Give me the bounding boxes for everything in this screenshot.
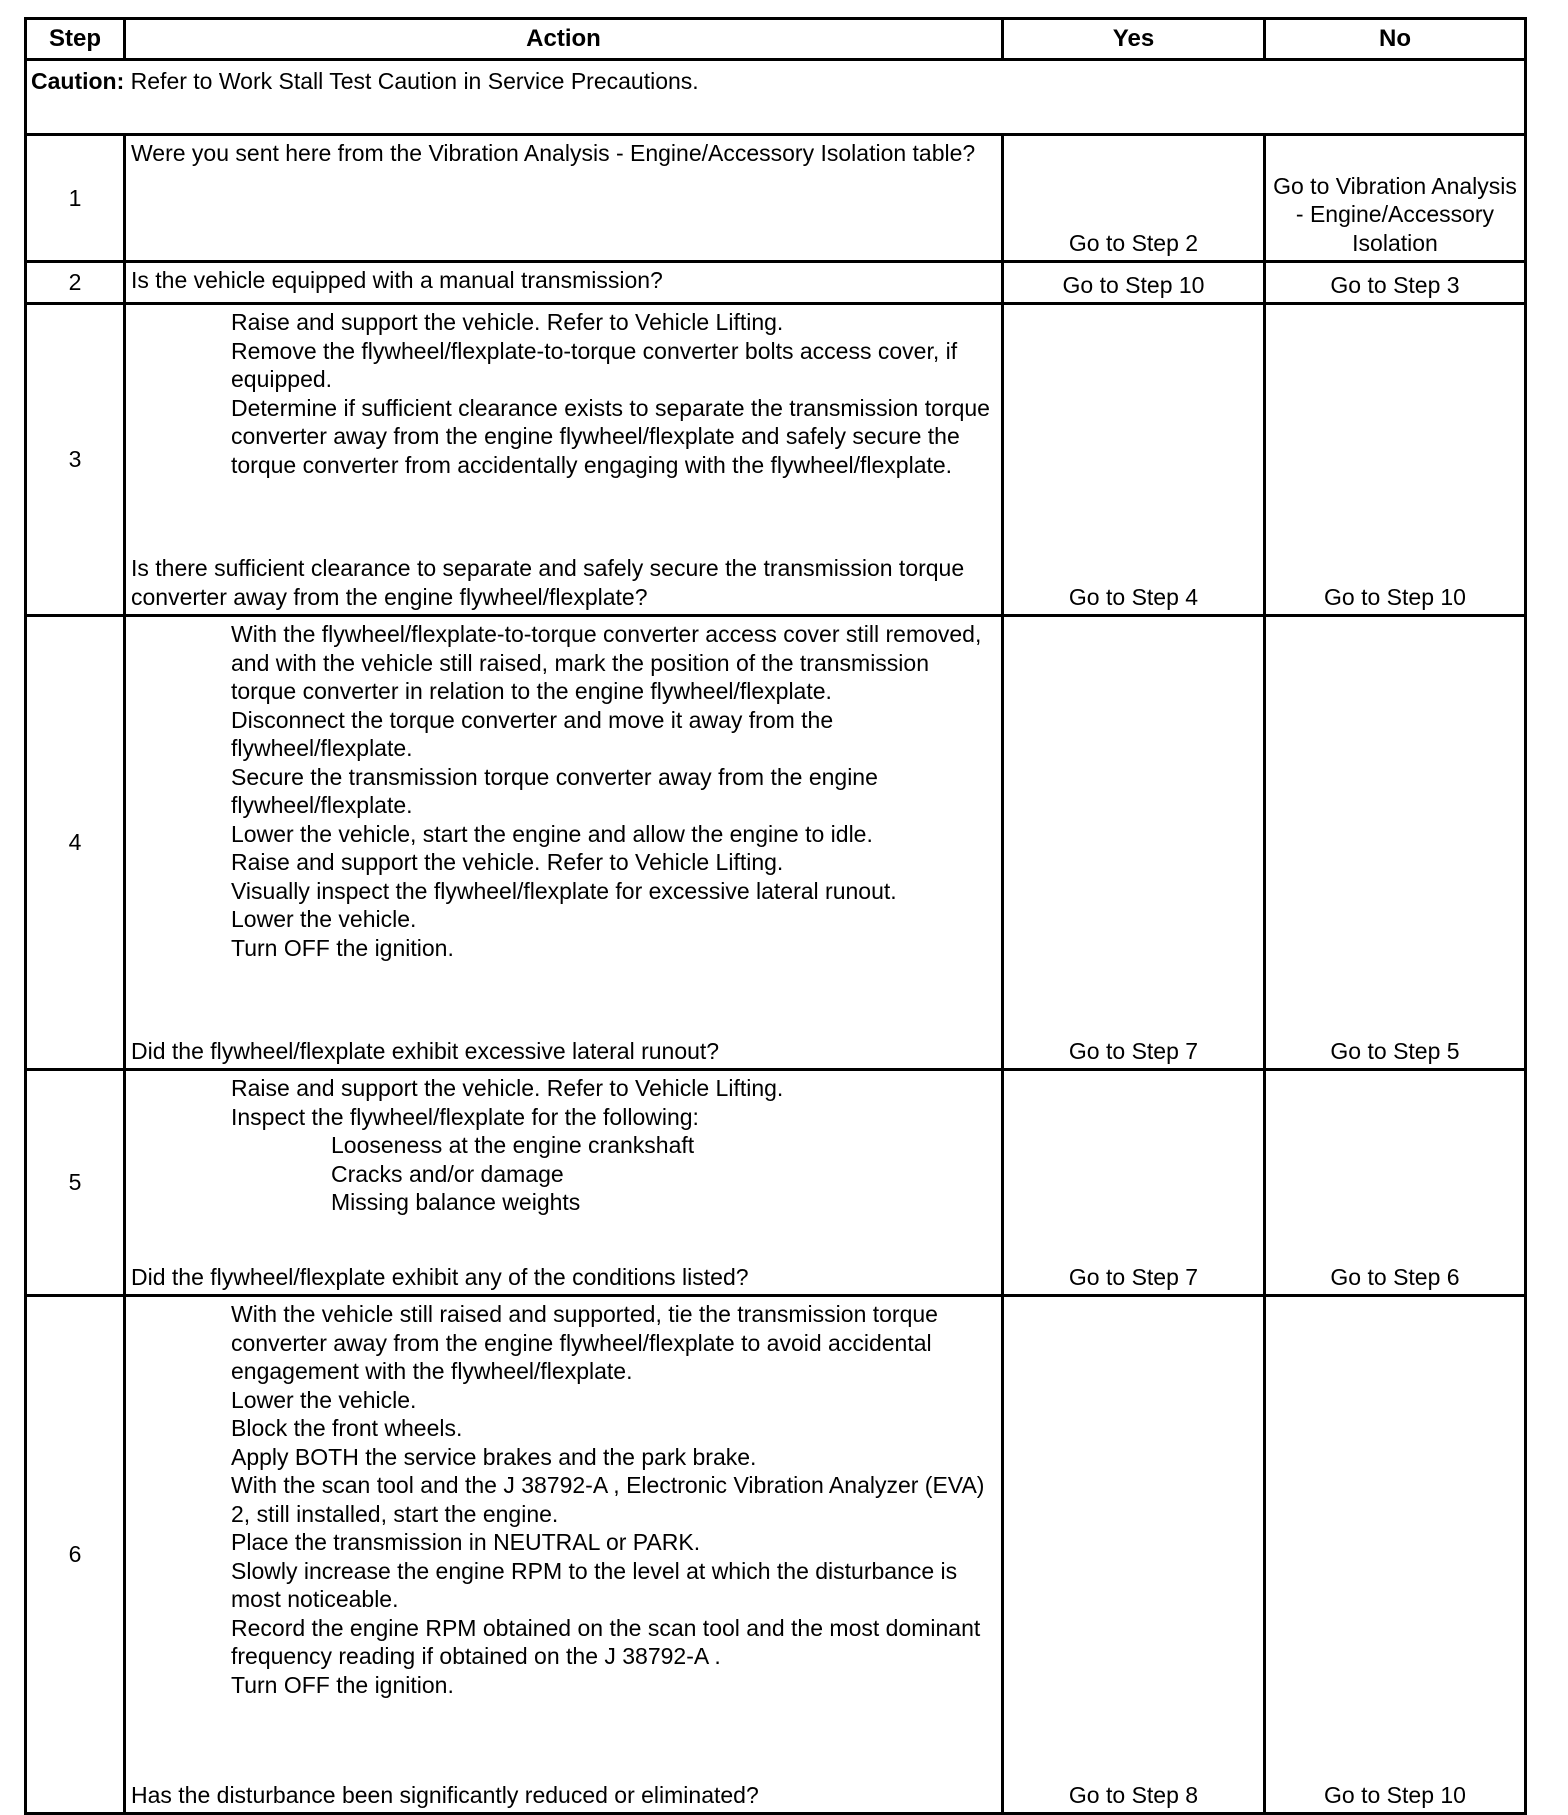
procedure-subitem: Missing balance weights <box>331 1189 581 1215</box>
procedure-item: With the scan tool and the J 38792-A , Electronic Vibration Analyzer (EVA) 2, still installed, start the engine. <box>231 1472 985 1527</box>
procedure-item: Lower the vehicle. <box>231 906 417 932</box>
procedure-item: Determine if sufficient clearance exists to separate the transmission torque converter away from the engine flywheel/flexplate and safely secure the torque converter from accidentally engaging with the flywheel/flexplate. <box>231 394 990 478</box>
table-row <box>26 135 1526 262</box>
step-question: Is the vehicle equipped with a manual transmission? <box>131 267 663 293</box>
step-number: 3 <box>26 304 125 616</box>
no-result: Go to Vibration Analysis - Engine/Accessory Isolation <box>1265 135 1526 262</box>
step-question: Did the flywheel/flexplate exhibit excessive lateral runout? <box>131 1037 720 1064</box>
header-action: Action <box>125 19 1003 60</box>
yes-result: Go to Step 2 <box>1003 135 1265 262</box>
procedure-list <box>131 620 997 962</box>
caution-row <box>26 60 1526 135</box>
action-content <box>131 1300 997 1809</box>
procedure-item: Turn OFF the ignition. <box>231 1671 454 1698</box>
no-result: Go to Step 3 <box>1265 262 1526 304</box>
diagnostic-table <box>24 17 1527 1815</box>
action-cell <box>125 262 1003 304</box>
step-question: Is there sufficient clearance to separate and safely secure the transmission torque converter away from the engine flywheel/flexplate? <box>131 555 965 610</box>
action-cell <box>125 1296 1003 1814</box>
step-number: 2 <box>26 262 125 304</box>
action-content <box>131 308 997 611</box>
procedure-list <box>131 308 997 479</box>
procedure-item: Inspect the flywheel/flexplate for the following: <box>231 1103 699 1130</box>
header-step: Step <box>26 19 125 60</box>
step-question: Has the disturbance been significantly reduced or eliminated? <box>131 1781 759 1808</box>
procedure-item: With the flywheel/flexplate-to-torque converter access cover still removed, and with the vehicle still raised, mark the position of the transmission torque converter in relation to the engine flywheel/flexplate. <box>231 621 982 704</box>
procedure-item: Raise and support the vehicle. Refer to Vehicle Lifting. <box>231 849 784 875</box>
action-content <box>131 266 997 299</box>
step-number: 1 <box>26 135 125 262</box>
no-result: Go to Step 10 <box>1265 304 1526 616</box>
table-row <box>26 262 1526 304</box>
caution-text: Refer to Work Stall Test Caution in Service Precautions. <box>124 68 699 94</box>
no-result: Go to Step 5 <box>1265 616 1526 1070</box>
header-no: No <box>1265 19 1526 60</box>
procedure-item: Raise and support the vehicle. Refer to Vehicle Lifting. <box>231 1075 784 1101</box>
yes-result: Go to Step 8 <box>1003 1296 1265 1814</box>
step-number: 4 <box>26 616 125 1070</box>
procedure-item: Raise and support the vehicle. Refer to Vehicle Lifting. <box>231 309 784 335</box>
procedure-list <box>131 1300 997 1699</box>
caution-label: Caution: <box>31 68 125 94</box>
procedure-item: With the vehicle still raised and supported, tie the transmission torque converter away from the engine flywheel/flexplate to avoid accidental engagement with the flywheel/flexplate. <box>231 1301 938 1384</box>
procedure-item: Disconnect the torque converter and move it away from the flywheel/flexplate. <box>231 706 834 761</box>
header-row <box>26 19 1526 60</box>
action-cell <box>125 616 1003 1070</box>
procedure-item: Record the engine RPM obtained on the scan tool and the most dominant frequency reading if obtained on the J 38792-A . <box>231 1614 981 1669</box>
action-content <box>131 139 997 257</box>
procedure-item: Remove the flywheel/flexplate-to-torque converter bolts access cover, if equipped. <box>231 337 958 392</box>
no-result: Go to Step 6 <box>1265 1070 1526 1296</box>
action-cell <box>125 1070 1003 1296</box>
yes-result: Go to Step 10 <box>1003 262 1265 304</box>
table-row <box>26 1070 1526 1296</box>
procedure-item: Secure the transmission torque converter away from the engine flywheel/flexplate. <box>231 763 878 818</box>
step-number: 5 <box>26 1070 125 1296</box>
action-cell <box>125 135 1003 262</box>
action-content <box>131 1074 997 1291</box>
caution-cell <box>26 60 1526 135</box>
yes-result: Go to Step 7 <box>1003 616 1265 1070</box>
no-result: Go to Step 10 <box>1265 1296 1526 1814</box>
header-yes: Yes <box>1003 19 1265 60</box>
yes-result: Go to Step 4 <box>1003 304 1265 616</box>
procedure-list <box>131 1074 997 1217</box>
procedure-item: Apply BOTH the service brakes and the park brake. <box>231 1443 757 1470</box>
procedure-item: Block the front wheels. <box>231 1415 463 1441</box>
procedure-item: Visually inspect the flywheel/flexplate for excessive lateral runout. <box>231 877 897 904</box>
procedure-item: Lower the vehicle, start the engine and allow the engine to idle. <box>231 820 873 847</box>
procedure-subitem: Looseness at the engine crankshaft <box>331 1132 695 1158</box>
step-question: Did the flywheel/flexplate exhibit any of the conditions listed? <box>131 1263 749 1290</box>
step-question: Were you sent here from the Vibration Analysis - Engine/Accessory Isolation table? <box>131 140 976 166</box>
procedure-item: Slowly increase the engine RPM to the level at which the disturbance is most noticeable. <box>231 1557 958 1612</box>
table-row <box>26 304 1526 616</box>
step-number: 6 <box>26 1296 125 1814</box>
procedure-item: Lower the vehicle. <box>231 1386 417 1413</box>
yes-result: Go to Step 7 <box>1003 1070 1265 1296</box>
procedure-subitem: Cracks and/or damage <box>331 1160 564 1187</box>
procedure-item: Place the transmission in NEUTRAL or PARK. <box>231 1529 701 1555</box>
action-cell <box>125 304 1003 616</box>
table-row <box>26 616 1526 1070</box>
procedure-item: Turn OFF the ignition. <box>231 934 454 961</box>
table-row <box>26 1296 1526 1814</box>
action-content <box>131 620 997 1065</box>
